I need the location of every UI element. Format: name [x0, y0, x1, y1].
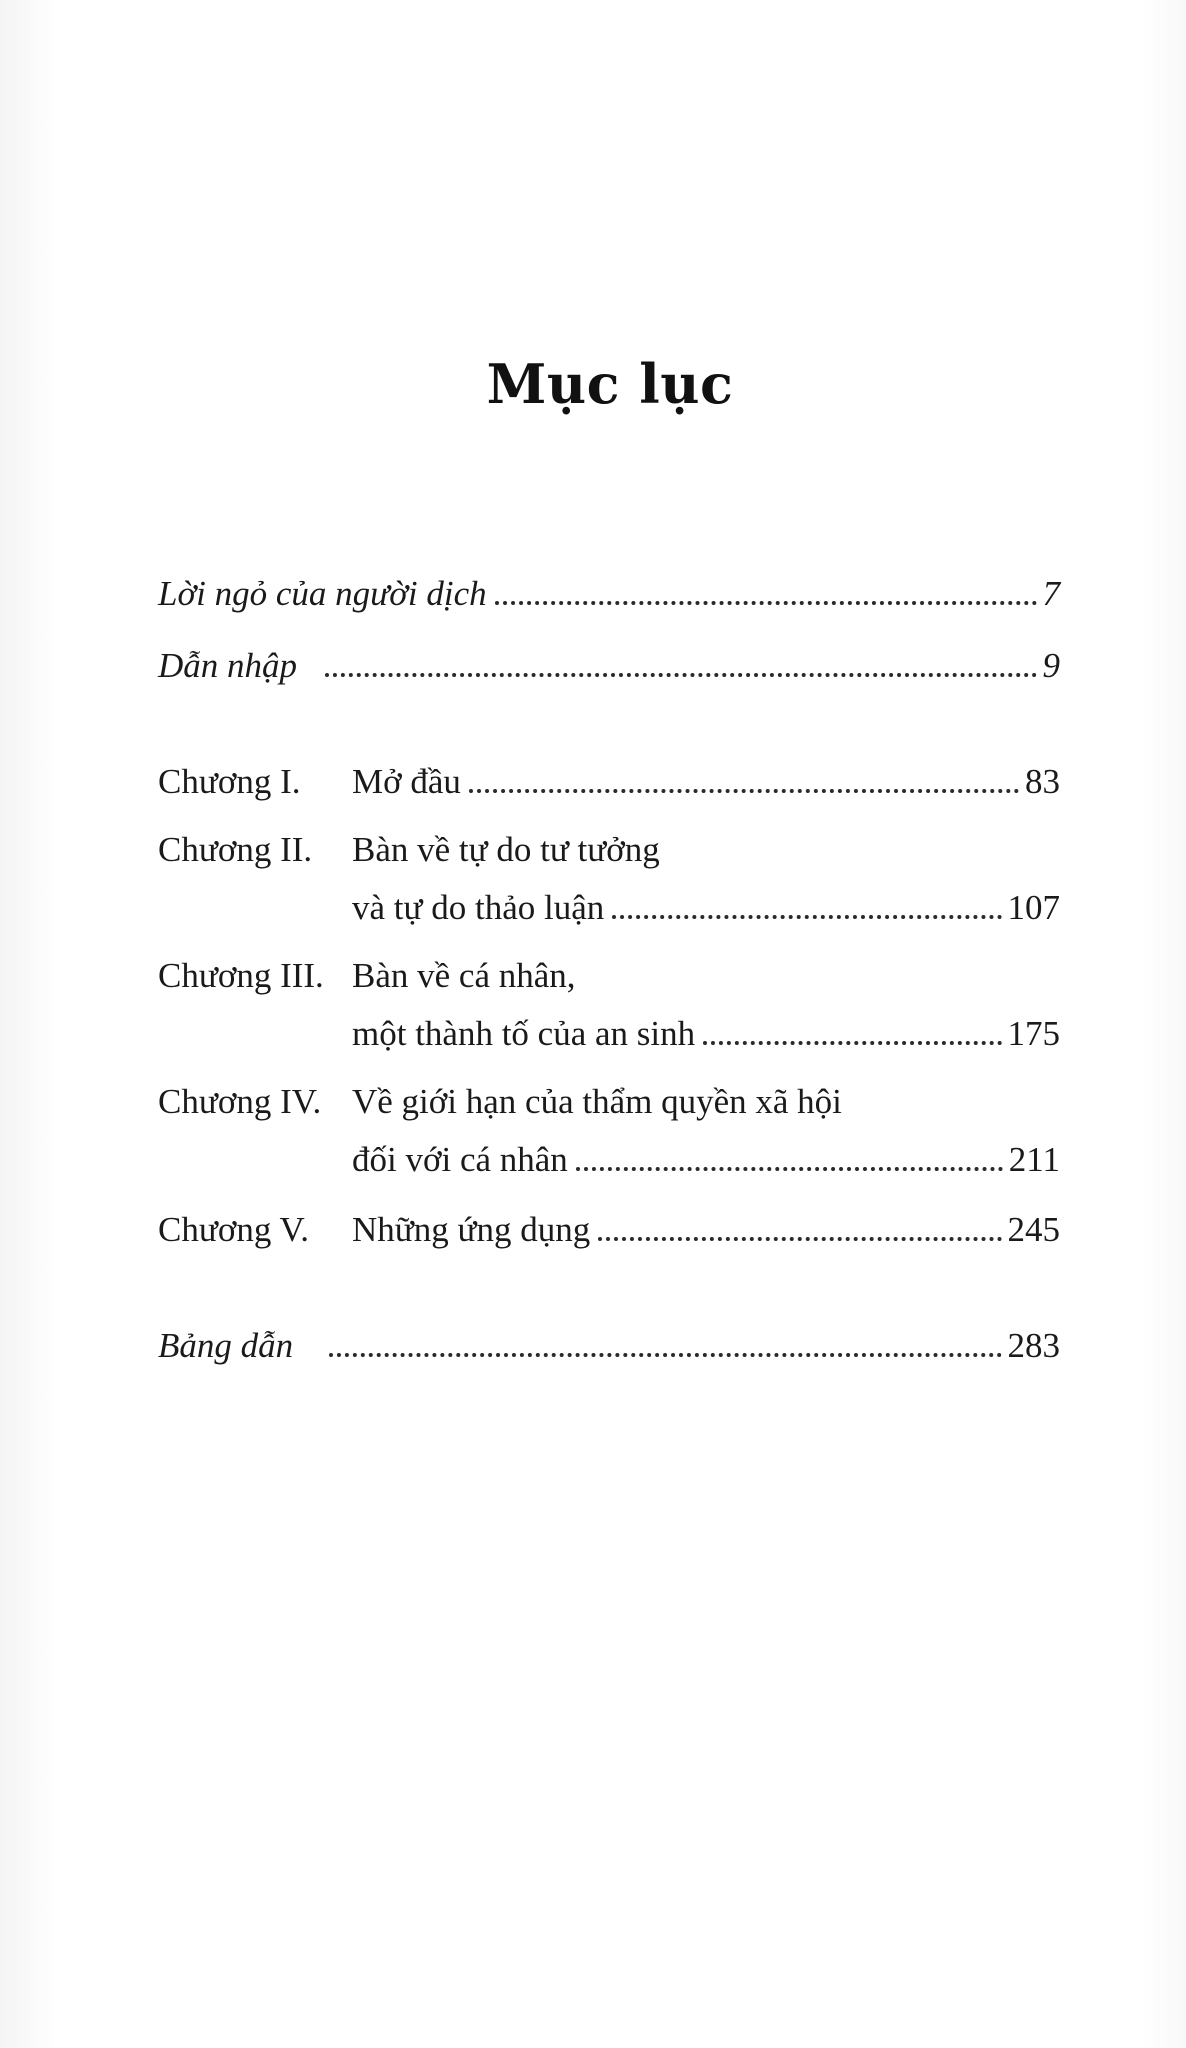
- chapter-number: Chương II.: [158, 830, 313, 869]
- toc-entry-chapter-1[interactable]: [158, 758, 1060, 802]
- page-title: Mục lục: [486, 352, 734, 416]
- chapter-number: Chương I.: [158, 762, 301, 801]
- dot-leader: [598, 1237, 1001, 1241]
- chapter-title-line-2: và tự do thảo luận: [352, 888, 605, 927]
- dot-leader: [612, 915, 1001, 919]
- dot-leader: [329, 1353, 1001, 1357]
- toc-entry-chapter-3[interactable]: [158, 952, 1060, 996]
- dot-leader: [495, 601, 1037, 605]
- toc-entry-chapter-4[interactable]: [158, 1078, 1060, 1122]
- chapter-number: Chương IV.: [158, 1082, 322, 1121]
- chapter-title-line-1: Bàn về tự do tư tưởng: [352, 830, 660, 869]
- toc-entry-page: 7: [1042, 574, 1060, 613]
- chapter-title-line-1: Bàn về cá nhân,: [352, 956, 576, 995]
- toc-entry-page: 83: [1025, 762, 1060, 801]
- toc-entry-label: Dẫn nhập: [158, 646, 298, 685]
- chapter-title: Mở đầu: [352, 762, 461, 801]
- dot-leader: [703, 1041, 1001, 1045]
- toc-entry-page: 9: [1042, 646, 1060, 685]
- chapter-title-line-1: Về giới hạn của thẩm quyền xã hội: [352, 1082, 842, 1121]
- toc-entry-index[interactable]: [158, 1322, 1060, 1366]
- toc-entry-label: Bảng dẫn: [158, 1326, 294, 1365]
- chapter-title-line-2: đối với cá nhân: [352, 1140, 568, 1179]
- toc-entry-page: 107: [1007, 888, 1060, 927]
- chapter-title-line-2: một thành tố của an sinh: [352, 1014, 696, 1053]
- toc-entry-page: 283: [1007, 1326, 1060, 1365]
- toc-entry-page: 211: [1008, 1140, 1060, 1179]
- dot-leader: [325, 673, 1036, 677]
- toc-entry-chapter-5[interactable]: [158, 1206, 1060, 1250]
- toc-entry-page: 245: [1007, 1210, 1060, 1249]
- chapter-number: Chương V.: [158, 1210, 309, 1249]
- toc-entry-chapter-2[interactable]: [158, 826, 1060, 870]
- toc-entry-chapter-3-cont[interactable]: [158, 1010, 1060, 1054]
- toc-entry-label: Lời ngỏ của người dịch: [158, 574, 487, 613]
- chapter-title: Những ứng dụng: [352, 1210, 591, 1249]
- toc-entry-page: 175: [1007, 1014, 1060, 1053]
- toc-entry-chapter-4-cont[interactable]: [158, 1136, 1060, 1180]
- toc-entry-translator-note[interactable]: [158, 570, 1060, 614]
- dot-leader: [576, 1167, 1003, 1171]
- dot-leader: [469, 789, 1019, 793]
- chapter-number: Chương III.: [158, 956, 324, 995]
- toc-entry-chapter-2-cont[interactable]: [158, 884, 1060, 928]
- toc-entry-introduction[interactable]: [158, 642, 1060, 686]
